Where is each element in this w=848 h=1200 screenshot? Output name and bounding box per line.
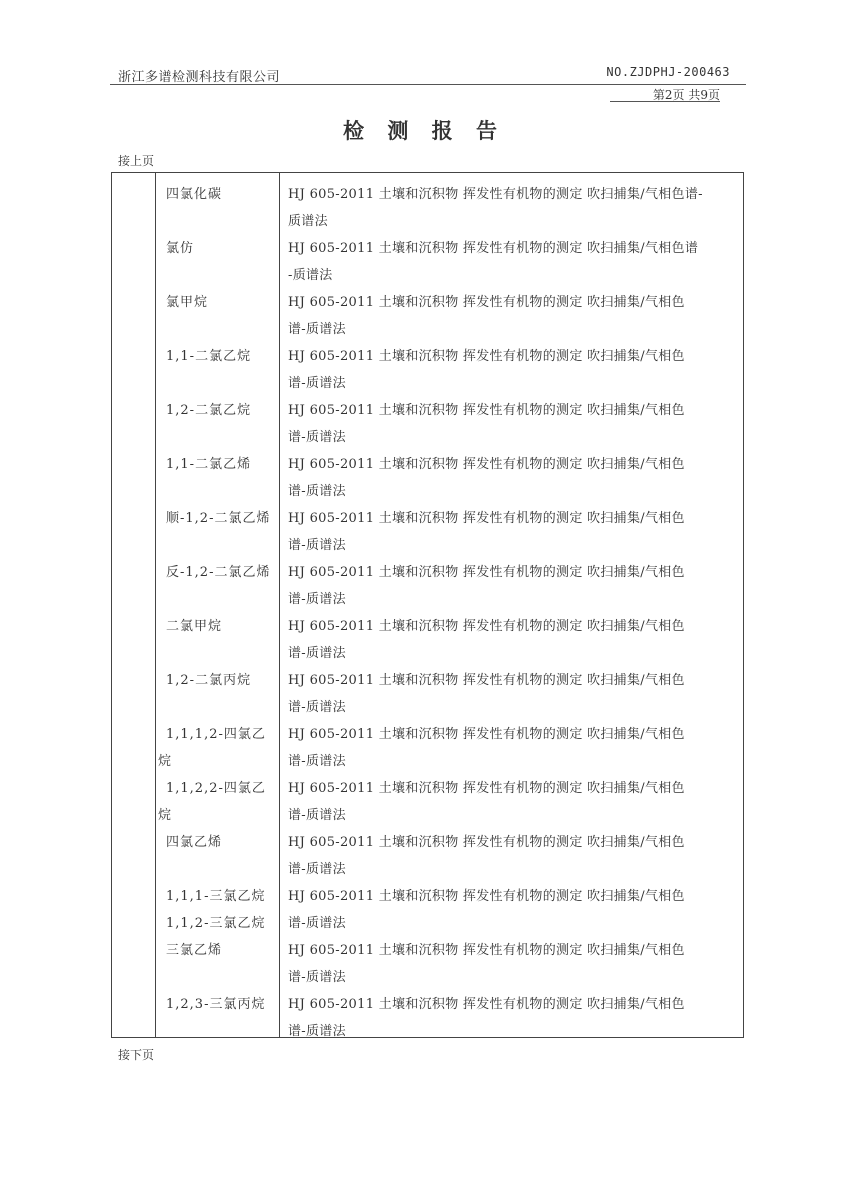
method-line-2: 谱-质谱法 [288,754,346,769]
method-line-2: 谱-质谱法 [288,1024,346,1039]
method-line-1: HJ 605-2011 土壤和沉积物 挥发性有机物的测定 吹扫捕集/气相色 [288,727,685,742]
table-row [112,443,745,497]
table-row [112,605,745,659]
method-line-2: 谱-质谱法 [288,646,346,661]
header-rule [110,84,746,85]
analyte-name-line-1: 1,1,1-三氯乙烷 [166,889,266,904]
table-row [112,821,745,875]
method-line-1: HJ 605-2011 土壤和沉积物 挥发性有机物的测定 吹扫捕集/气相色谱- [288,187,703,202]
method-line-2: 谱-质谱法 [288,538,346,553]
method-line-1: HJ 605-2011 土壤和沉积物 挥发性有机物的测定 吹扫捕集/气相色 [288,511,685,526]
method-line-1: HJ 605-2011 土壤和沉积物 挥发性有机物的测定 吹扫捕集/气相色谱 [288,241,699,256]
company-name: 浙江多谱检测科技有限公司 [118,70,281,85]
method-line-1: HJ 605-2011 土壤和沉积物 挥发性有机物的测定 吹扫捕集/气相色 [288,565,685,580]
analyte-name: 四氯化碳 [166,187,223,202]
analyte-name: 氯仿 [166,241,195,256]
table-row [112,227,745,281]
table-row [112,767,745,821]
analyte-name-line-2: 烷 [158,754,173,769]
method-line-2: 谱-质谱法 [288,916,346,931]
analyte-name-line-2: 烷 [158,808,173,823]
method-line-2: 谱-质谱法 [288,322,346,337]
method-line-1: HJ 605-2011 土壤和沉积物 挥发性有机物的测定 吹扫捕集/气相色 [288,943,685,958]
table-row [112,983,745,1037]
analyte-name: 顺-1,2-二氯乙烯 [166,511,271,526]
analyte-name: 四氯乙烯 [166,835,223,850]
method-line-1: HJ 605-2011 土壤和沉积物 挥发性有机物的测定 吹扫捕集/气相色 [288,889,685,904]
method-line-2: 质谱法 [288,214,328,229]
analyte-name: 三氯乙烯 [166,943,223,958]
page-title: 检 测 报 告 [343,118,505,143]
method-line-2: -质谱法 [288,268,333,283]
method-line-1: HJ 605-2011 土壤和沉积物 挥发性有机物的测定 吹扫捕集/气相色 [288,619,685,634]
method-line-1: HJ 605-2011 土壤和沉积物 挥发性有机物的测定 吹扫捕集/气相色 [288,403,685,418]
table-row [112,713,745,767]
page-info: 第2页 共9页 [652,88,720,102]
method-line-2: 谱-质谱法 [288,376,346,391]
method-cell [288,991,738,1045]
table-row [112,929,745,983]
method-line-1: HJ 605-2011 土壤和沉积物 挥发性有机物的测定 吹扫捕集/气相色 [288,295,685,310]
table-row [112,281,745,335]
table-row [112,875,745,929]
table-row [112,551,745,605]
analyte-name: 1,1-二氯乙烷 [166,349,252,364]
analyte-name: 氯甲烷 [166,295,209,310]
continued-to-label: 接下页 [118,1048,155,1062]
table-row [112,173,745,227]
page-info-rule [610,101,720,102]
method-line-1: HJ 605-2011 土壤和沉积物 挥发性有机物的测定 吹扫捕集/气相色 [288,349,685,364]
method-line-2: 谱-质谱法 [288,862,346,877]
method-line-1: HJ 605-2011 土壤和沉积物 挥发性有机物的测定 吹扫捕集/气相色 [288,997,685,1012]
method-line-1: HJ 605-2011 土壤和沉积物 挥发性有机物的测定 吹扫捕集/气相色 [288,835,685,850]
method-line-2: 谱-质谱法 [288,808,346,823]
table-row [112,497,745,551]
analyte-name: 1,2,3-三氯丙烷 [166,997,266,1012]
method-line-2: 谱-质谱法 [288,970,346,985]
analyte-name: 1,1-二氯乙烯 [166,457,252,472]
continued-from-label: 接上页 [118,154,155,168]
method-table [111,172,744,1038]
method-line-1: HJ 605-2011 土壤和沉积物 挥发性有机物的测定 吹扫捕集/气相色 [288,673,685,688]
analyte-name: 1,2-二氯乙烷 [166,403,252,418]
analyte-name: 1,2-二氯丙烷 [166,673,252,688]
table-row [112,389,745,443]
analyte-name-line-1: 1,1,2,2-四氯乙 [166,781,266,796]
analyte-name-line-1: 1,1,1,2-四氯乙 [166,727,266,742]
method-line-2: 谱-质谱法 [288,484,346,499]
analyte-name: 反-1,2-二氯乙烯 [166,565,271,580]
method-line-1: HJ 605-2011 土壤和沉积物 挥发性有机物的测定 吹扫捕集/气相色 [288,781,685,796]
analyte-name-line-2: 1,1,2-三氯乙烷 [166,916,266,931]
method-line-2: 谱-质谱法 [288,592,346,607]
method-line-2: 谱-质谱法 [288,430,346,445]
method-line-1: HJ 605-2011 土壤和沉积物 挥发性有机物的测定 吹扫捕集/气相色 [288,457,685,472]
table-row [112,659,745,713]
method-line-2: 谱-质谱法 [288,700,346,715]
analyte-name: 二氯甲烷 [166,619,223,634]
table-row [112,335,745,389]
report-number: NO.ZJDPHJ-200463 [606,65,730,79]
